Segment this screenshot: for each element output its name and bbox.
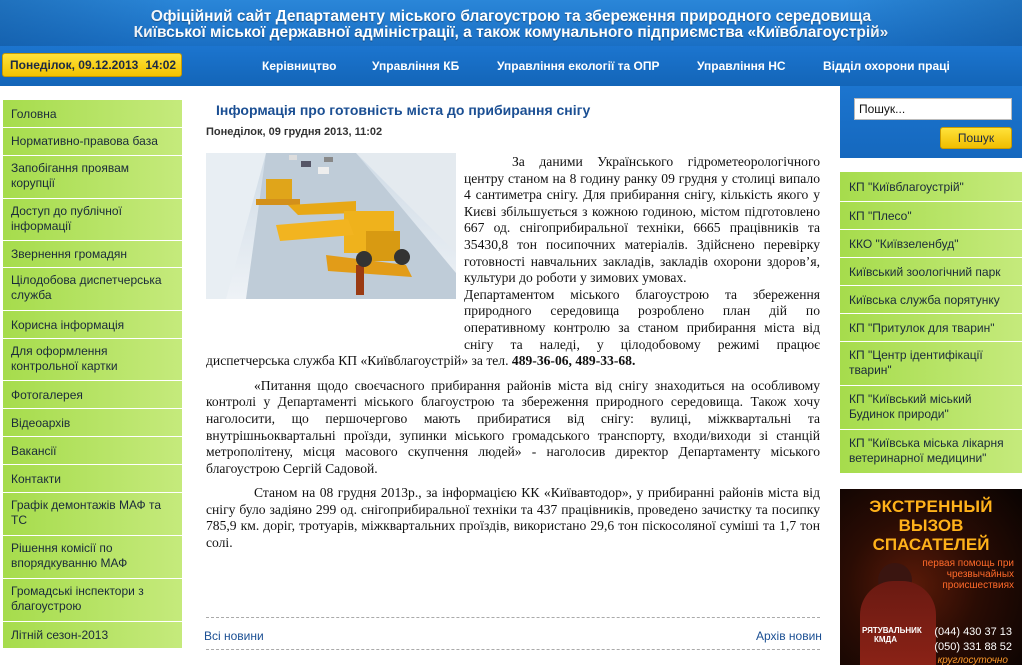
link-animal-id-center[interactable]: КП "Центр ідентифікації тварин" xyxy=(840,342,1022,386)
link-kyivzelenbud[interactable]: ККО "Київзеленбуд" xyxy=(840,230,1022,258)
sidebar-item-useful-info[interactable]: Корисна інформація xyxy=(3,311,182,339)
all-news-link[interactable]: Всі новини xyxy=(204,629,264,643)
sidebar-item-citizen-appeals[interactable]: Звернення громадян xyxy=(3,241,182,268)
sidebar-item-legal-base[interactable]: Нормативно-правова база xyxy=(3,128,182,156)
link-nature-house[interactable]: КП "Київський міський Будинок природи" xyxy=(840,386,1022,430)
search-panel xyxy=(840,86,1022,158)
sidebar-item-home[interactable]: Головна xyxy=(3,100,182,128)
article-date: Понеділок, 09 грудня 2013, 11:02 xyxy=(206,126,383,138)
nav-kb-department[interactable]: Управління КБ xyxy=(372,59,460,73)
article-body xyxy=(206,154,820,552)
link-pleso[interactable]: КП "Плесо" xyxy=(840,202,1022,230)
sidebar-item-maf-dismantling[interactable]: Графік демонтажів МАФ та ТС xyxy=(3,493,182,536)
photo-spacer xyxy=(206,154,464,344)
sidebar-item-anti-corruption[interactable]: Запобігання проявам корупції xyxy=(3,156,182,199)
link-animal-shelter[interactable]: КП "Притулок для тварин" xyxy=(840,314,1022,342)
dispatch-phone-end: . xyxy=(631,353,636,369)
sidebar-item-control-card[interactable]: Для оформлення контрольної картки xyxy=(3,339,182,381)
link-rescue-service[interactable]: Київська служба порятунку xyxy=(840,286,1022,314)
date-time-badge xyxy=(2,53,182,77)
sidebar-item-photo-gallery[interactable]: Фотогалерея xyxy=(3,381,182,409)
sidebar-item-contacts[interactable]: Контакти xyxy=(3,465,182,493)
article-divider-top xyxy=(206,617,820,618)
badge-line-1: РЯТУВАЛЬНИК xyxy=(862,626,922,635)
sidebar-item-public-info[interactable]: Доступ до публічної інформації xyxy=(3,199,182,241)
banner-line-2: ВЫЗОВ xyxy=(898,516,964,535)
sidebar-item-public-inspectors[interactable]: Громадські інспектори з благоустрою xyxy=(3,579,182,622)
current-date: Понеділок, 09.12.2013 xyxy=(10,58,139,72)
site-header xyxy=(0,0,1022,46)
article-quote: «Питання щодо своєчасного прибирання районів міста від снігу знаходиться на особливому контролі у Департаменті міського благоустрою та збереження природного середовища. Також хочу наголосити, що першочергово мають прибиратися від снігу: вулиці, міжквартальні та внутрішньоквартальні проїзди, зупинки міського громадського транспорту, входи/виходи зі станцій метрополітену, місця масового скупчення людей» - наголосив директор Департаменту міського благоустрою Сергій Садовой. xyxy=(206,377,820,476)
rescuer-figure xyxy=(860,581,936,665)
left-sidebar-menu xyxy=(3,100,182,649)
dispatch-phone-numbers: 489-36-06, 489-33-68 xyxy=(511,353,632,369)
banner-tagline: круглосуточно xyxy=(937,655,1008,665)
sidebar-item-vacancies[interactable]: Вакансії xyxy=(3,437,182,465)
article-title[interactable]: Інформація про готовність міста до прибирання снігу xyxy=(216,102,591,118)
article-paragraph-1: За даними Українського гідрометеорологічного центру станом на 8 годину ранку 09 грудня у столиці випало 4 сантиметра снігу. Для прибирання снігу, кількість якого у Києві збільшується з кожною годиною, містом підготовлено 667 од. снігоприбиральної техніки, 6665 працівників та 35430,8 тон посипочних матеріалів. Здійснено перевірку готовності навчальних закладів, закладів охорони здоров’я, культури до роботи у зимових умовах. xyxy=(464,154,820,286)
sidebar-item-dispatch-service[interactable]: Цілодобова диспетчерська служба xyxy=(3,268,182,311)
article-paragraph-2-text: Департаментом міського благоустрою та збереження природного середовища розроблено план дій по оперативному контролю за станом прибирання міста від снігу та наледі, у цілодобовому режимі працює диспетчерська служба КП «Київблагоустрій» за тел. xyxy=(206,286,820,369)
nav-emergency-department[interactable]: Управління НС xyxy=(697,59,786,73)
header-decoration-left xyxy=(0,0,180,46)
nav-leadership[interactable]: Керівництво xyxy=(262,59,337,73)
link-kyivblagoustriy[interactable]: КП "Київблагоустрій" xyxy=(840,172,1022,202)
top-navigation xyxy=(0,46,1022,86)
sidebar-item-summer-season[interactable]: Літній сезон-2013 xyxy=(3,622,182,649)
current-time: 14:02 xyxy=(145,58,177,72)
article-paragraph-4: Станом на 08 грудня 2013р., за інформацією КК «Київавтодор», у прибиранні районів міста від снігу було задіяно 299 од. снігоприбиральної техніки та 437 працівників, проведено зачистку та посипку 785,9 км. доріг, тротуарів, міжквартальних проїздів, використано 29,6 тон піскосоляної суміші та 1,7 тон солі. xyxy=(206,485,820,551)
link-vet-hospital[interactable]: КП "Київська міська лікарня ветеринарної медицини" xyxy=(840,430,1022,474)
news-archive-link[interactable]: Архів новин xyxy=(756,629,822,643)
nav-labor-protection[interactable]: Відділ охорони праці xyxy=(823,59,950,73)
site-title-line1: Офіційний сайт Департаменту міського благоустрою та збереження природного середовища xyxy=(150,8,872,25)
search-button[interactable]: Пошук xyxy=(940,127,1012,149)
banner-line-3: СПАСАТЕЛЕЙ xyxy=(872,535,990,554)
banner-phone-2: (050) 331 88 52 xyxy=(934,641,1012,653)
emergency-rescue-banner[interactable] xyxy=(840,489,1022,665)
right-sidebar-links xyxy=(840,172,1022,474)
search-input[interactable] xyxy=(854,98,1012,120)
banner-subtitle: первая помощь при чрезвычайных происшествиях xyxy=(922,558,1014,591)
site-title-line2: Київської міської державної адміністрації, а також комунального підприємства «Київблагоустрій» xyxy=(133,24,889,41)
article-divider-bottom xyxy=(206,649,820,650)
banner-phone-1: (044) 430 37 13 xyxy=(934,626,1012,638)
nav-ecology-department[interactable]: Управління екології та ОПР xyxy=(497,59,660,73)
header-decoration-right xyxy=(842,0,1022,46)
badge-line-2: КМДА xyxy=(874,635,898,644)
sidebar-item-maf-commission[interactable]: Рішення комісії по впорядкуванню МАФ xyxy=(3,536,182,579)
sidebar-item-video-archive[interactable]: Відеоархів xyxy=(3,409,182,437)
rescuer-badge xyxy=(862,626,922,644)
link-zoo[interactable]: Київський зоологічний парк xyxy=(840,258,1022,286)
banner-line-1: ЭКСТРЕННЫЙ xyxy=(869,497,993,516)
